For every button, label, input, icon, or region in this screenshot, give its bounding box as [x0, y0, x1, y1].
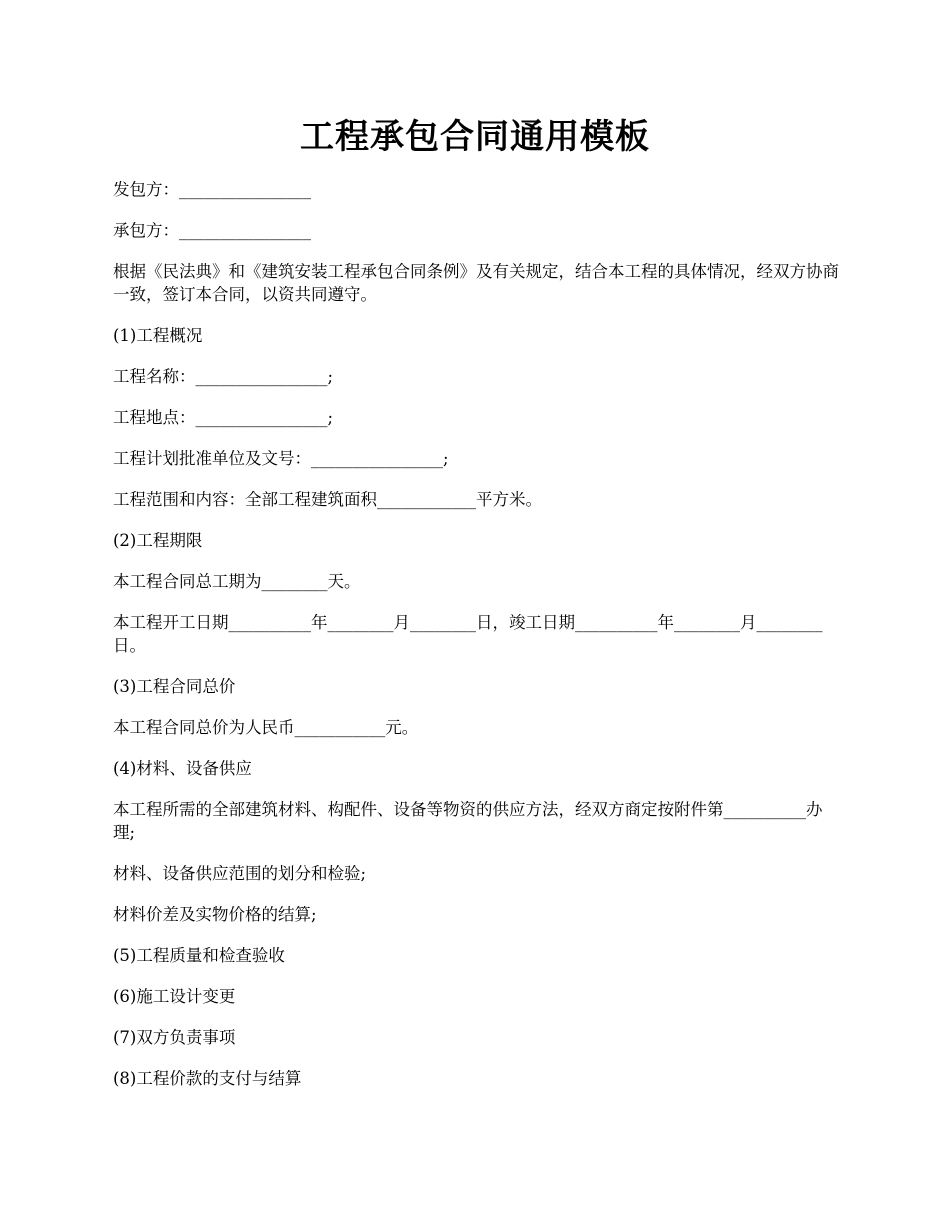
section-heading-3: (3)工程合同总价: [113, 677, 236, 696]
preamble-paragraph: 根据《民法典》和《建筑安装工程承包合同条例》及有关规定，结合本工程的具体情况，经双方协商一致，签订本合同，以资共同遵守。: [113, 262, 839, 304]
section-heading-8: (8)工程价款的支付与结算: [113, 1069, 302, 1088]
material-supply-paragraph: 本工程所需的全部建筑材料、构配件、设备等物资的供应方法，经双方商定按附件第__________办理;: [113, 800, 823, 842]
section-heading-4: (4)材料、设备供应: [113, 759, 252, 778]
project-scope-line: 工程范围和内容：全部工程建筑面积____________平方米。: [113, 490, 542, 509]
party-a-line: 发包方：________________: [113, 180, 311, 199]
document-title: 工程承包合同通用模板: [300, 117, 650, 157]
project-location-line: 工程地点：________________;: [113, 408, 334, 427]
section-heading-6: (6)施工设计变更: [113, 987, 236, 1006]
section-heading-5: (5)工程质量和检查验收: [113, 946, 285, 965]
project-name-line: 工程名称：________________;: [113, 367, 334, 386]
start-end-date-line: 本工程开工日期__________年________月________日，竣工日期__________年________月________日。: [113, 613, 823, 655]
party-b-line: 承包方：________________: [113, 221, 311, 240]
section-heading-2: (2)工程期限: [113, 531, 203, 550]
total-price-line: 本工程合同总价为人民币___________元。: [113, 718, 419, 737]
supply-scope-line: 材料、设备供应范围的划分和检验;: [113, 864, 367, 883]
approval-unit-line: 工程计划批准单位及文号：________________;: [113, 449, 449, 468]
section-heading-7: (7)双方负责事项: [113, 1028, 236, 1047]
section-heading-1: (1)工程概况: [113, 326, 203, 345]
price-difference-line: 材料价差及实物价格的结算;: [113, 905, 317, 924]
document-body: [113, 178, 843, 1108]
total-duration-line: 本工程合同总工期为________天。: [113, 572, 361, 591]
